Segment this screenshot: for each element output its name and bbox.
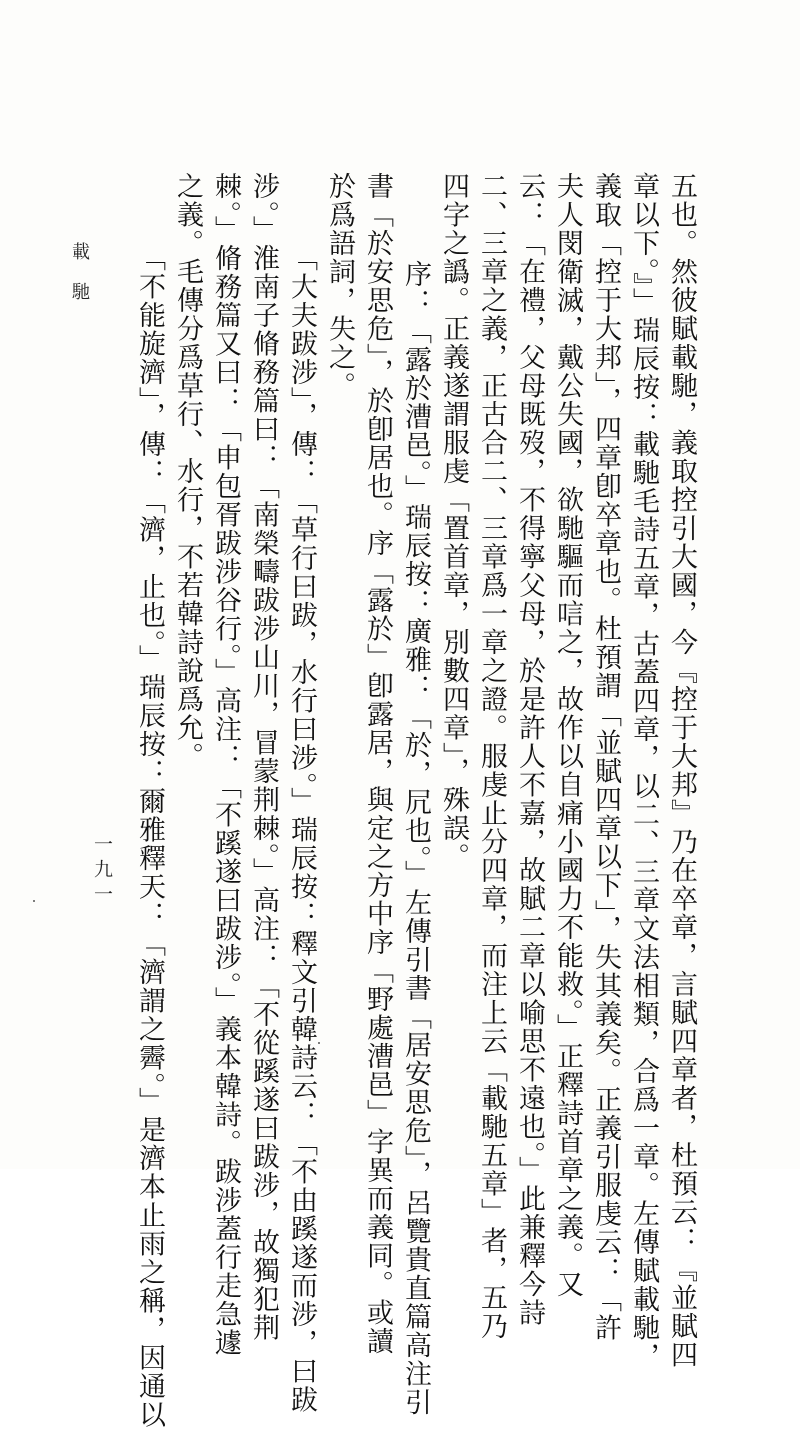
text-column-3: 義取「控于大邦」，四章卽卒章也。杜預謂「並賦四章以下」，失其義矣。正義引服虔云：「許	[590, 172, 621, 1342]
text-column-7: 四字之譌。正義遂謂服虔「置首章，別數四章」，殊誤。	[438, 172, 469, 871]
page-number: 一九一	[91, 834, 113, 909]
running-head: 載馳	[69, 242, 90, 322]
text-column-6: 二、三章之義，正古合二、三章爲一章之證。服虔止分四章，而注上云「載馳五章」者，五乃	[476, 172, 507, 1341]
text-column-2: 章以下。』」瑞辰按：載馳毛詩五章，古蓋四章，以二、三章文法相類，合爲一章。左傳賦載馳，	[628, 172, 659, 1371]
text-column-5: 云：「在禮，父母既歿，不得寧父母，於是許人不嘉，故賦二章以喻思不遠也。」此兼釋今詩	[514, 172, 545, 1327]
text-column-9: 書「於安思危」，於卽居也。序「露於」卽露居，與定之方中序「野處漕邑」字異而義同。或讀	[362, 172, 393, 1356]
text-column-4: 夫人閔衛滅，戴公失國，欲馳驅而唁之，故作以自痛小國力不能救。」正釋詩首章之義。又	[552, 172, 583, 1299]
text-column-14: 之義。毛傳分爲草行、水行，不若韓詩說爲允。	[172, 172, 203, 771]
text-column-11: 「大夫跋涉」，傳：「草行曰跋，水行曰涉。」瑞辰按：釋文引韓詩云：「不由蹊遂而涉，曰跋	[286, 244, 317, 1414]
text-column-1: 五也。然彼賦載馳，義取控引大國，今『控于大邦』乃在卒章，言賦四章者，杜預云：『並賦四	[666, 172, 697, 1369]
text-column-12: 涉。」淮南子脩務篇曰：「南榮疇跋涉山川，冒蒙荆棘。」高注：「不從蹊遂曰跋涉，故獨犯荆	[248, 172, 279, 1342]
text-column-13: 棘。」脩務篇又曰：「申包胥跋涉谷行。」高注：「不蹊遂曰跋涉。」義本韓詩。跋涉蓋行走急遽	[210, 172, 241, 1357]
text-column-8: 序：「露於漕邑。」瑞辰按：廣雅：「於，凥也。」左傳引書「居安思危」，呂覽貴直篇高注引	[400, 260, 431, 1417]
scan-speck	[318, 1042, 320, 1044]
text-column-10: 於爲語詞，失之。	[324, 172, 355, 400]
text-column-15: 「不能旋濟」，傳：「濟，止也。」瑞辰按：爾雅釋天：「濟謂之霽。」是濟本止雨之稱，因通以	[134, 244, 165, 1429]
scan-speck	[33, 900, 35, 902]
